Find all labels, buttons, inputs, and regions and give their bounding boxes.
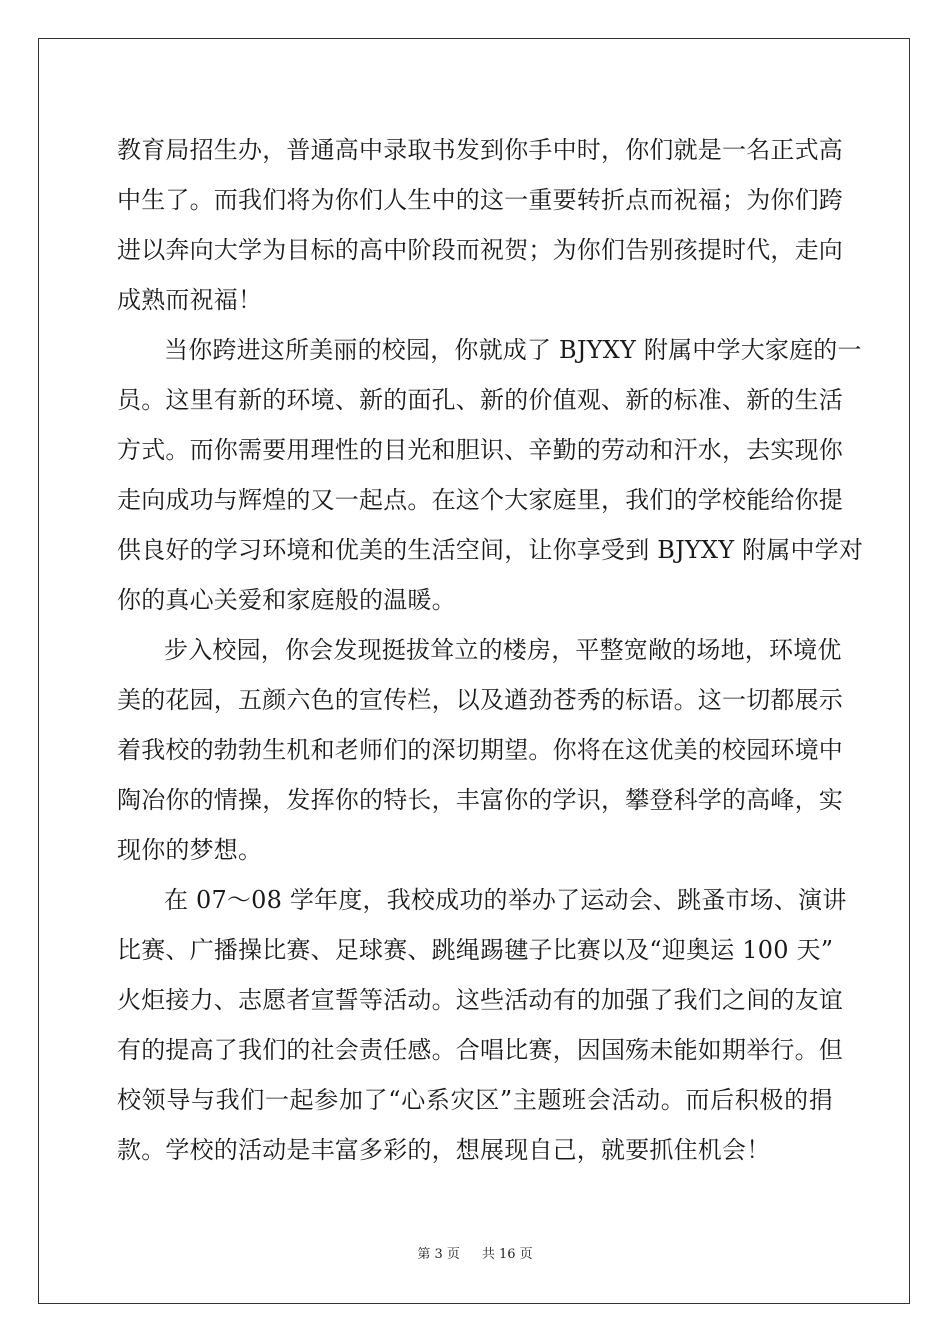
paragraph-line: 美的花园，五颜六色的宣传栏，以及遒劲苍秀的标语。这一切都展示 (117, 686, 843, 714)
page-footer (0, 1245, 950, 1265)
paragraph-line: 教育局招生办，普通高中录取书发到你手中时，你们就是一名正式高 (117, 136, 843, 164)
paragraph-line: 供良好的学习环境和优美的生活空间，让你享受到 BJYXY 附属中学对 (117, 536, 864, 564)
page-number: 第 3 页 (417, 1247, 460, 1262)
paragraph-line: 步入校园，你会发现挺拔耸立的楼房，平整宽敞的场地，环境优 (164, 636, 842, 664)
paragraph-line: 当你跨进这所美丽的校园，你就成了 BJYXY 附属中学大家庭的一 (164, 336, 862, 364)
paragraph-line: 进以奔向大学为目标的高中阶段而祝贺；为你们告别孩提时代，走向 (117, 236, 843, 264)
paragraph-line: 员。这里有新的环境、新的面孔、新的价值观、新的标准、新的生活 (117, 386, 843, 414)
paragraph-line: 走向成功与辉煌的又一起点。在这个大家庭里，我们的学校能给你提 (117, 486, 843, 514)
paragraph-line: 你的真心关爱和家庭般的温暖。 (117, 586, 456, 614)
paragraph-line: 着我校的勃勃生机和老师们的深切期望。你将在这优美的校园环境中 (117, 736, 843, 764)
paragraph-line: 校领导与我们一起参加了“心系灾区”主题班会活动。而后积极的捐 (117, 1086, 833, 1114)
page-total: 共 16 页 (481, 1247, 533, 1262)
paragraph-line: 有的提高了我们的社会责任感。合唱比赛，因国殇未能如期举行。但 (117, 1036, 843, 1064)
paragraph-line: 成熟而祝福！ (117, 286, 263, 314)
paragraph-line: 陶冶你的情操，发挥你的特长，丰富你的学识，攀登科学的高峰，实 (117, 786, 843, 814)
paragraph-line: 中生了。而我们将为你们人生中的这一重要转折点而祝福；为你们跨 (117, 186, 843, 214)
paragraph-line: 款。学校的活动是丰富多彩的，想展现自己，就要抓住机会！ (117, 1136, 771, 1164)
paragraph-line: 在 07～08 学年度，我校成功的举办了运动会、跳蚤市场、演讲 (164, 886, 847, 914)
paragraph-line: 比赛、广播操比赛、足球赛、跳绳踢毽子比赛以及“迎奥运 100 天” (117, 936, 834, 964)
paragraph-line: 火炬接力、志愿者宣誓等活动。这些活动有的加强了我们之间的友谊 (117, 986, 843, 1014)
paragraph-line: 现你的梦想。 (117, 836, 263, 864)
paragraph-line: 方式。而你需要用理性的目光和胆识、辛勤的劳动和汗水，去实现你 (117, 436, 843, 464)
